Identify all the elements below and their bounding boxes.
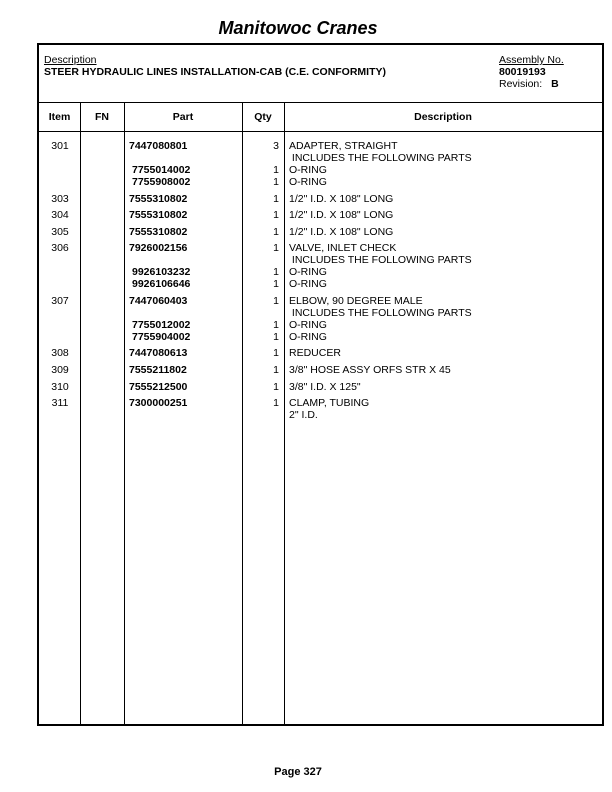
- part-number-cell: 9926106646: [132, 278, 191, 290]
- part-number-cell: 7555211802: [129, 364, 187, 376]
- assembly-number-block: [499, 54, 564, 90]
- item-cell: 311: [51, 397, 69, 409]
- description-cell: 2" I.D.: [289, 409, 318, 421]
- description-cell: CLAMP, TUBING: [289, 397, 370, 409]
- description-cell: O-RING: [289, 319, 327, 331]
- column-header-part: Part: [172, 111, 194, 123]
- description-value: STEER HYDRAULIC LINES INSTALLATION-CAB (C.E. CONFORMITY): [44, 66, 387, 78]
- description-cell: VALVE, INLET CHECK: [289, 242, 397, 254]
- column-header-qty: Qty: [254, 111, 272, 123]
- part-number-cell: 7447080801: [129, 140, 188, 152]
- description-label: Description: [44, 54, 97, 66]
- column-divider-part: [242, 102, 243, 724]
- item-cell: 301: [51, 140, 69, 152]
- qty-cell: 1: [273, 176, 279, 188]
- description-cell: ADAPTER, STRAIGHT: [289, 140, 398, 152]
- part-number-cell: 7555310802: [129, 193, 188, 205]
- description-cell: 3/8" I.D. X 125": [289, 381, 361, 393]
- item-cell: 304: [51, 209, 69, 221]
- column-divider-fn: [124, 102, 125, 724]
- item-cell: 307: [51, 295, 69, 307]
- item-cell: 309: [51, 364, 69, 376]
- qty-cell: 1: [273, 193, 279, 205]
- description-cell: O-RING: [289, 176, 327, 188]
- part-number-cell: 7926002156: [129, 242, 188, 254]
- qty-cell: 1: [273, 209, 279, 221]
- qty-cell: 1: [273, 319, 279, 331]
- qty-cell: 1: [273, 331, 279, 343]
- qty-cell: 1: [273, 381, 279, 393]
- part-number-cell: 7755014002: [132, 164, 191, 176]
- revision-label: Revision:: [499, 78, 543, 90]
- revision-value: B: [551, 78, 559, 90]
- page-number: Page 327: [274, 766, 322, 778]
- column-header-fn: FN: [95, 111, 109, 123]
- part-number-cell: 7555310802: [129, 226, 188, 238]
- part-number-cell: 9926103232: [132, 266, 191, 278]
- column-header-item: Item: [48, 111, 71, 123]
- description-cell: INCLUDES THE FOLLOWING PARTS: [289, 152, 472, 164]
- qty-cell: 1: [273, 347, 279, 359]
- item-cell: 303: [51, 193, 69, 205]
- part-number-cell: 7447080613: [129, 347, 188, 359]
- qty-cell: 1: [273, 226, 279, 238]
- part-number-cell: 7755908002: [132, 176, 191, 188]
- item-cell: 310: [51, 381, 69, 393]
- parts-list-frame: [37, 43, 604, 726]
- description-cell: INCLUDES THE FOLLOWING PARTS: [289, 254, 472, 266]
- description-cell: O-RING: [289, 164, 327, 176]
- part-number-cell: 7555310802: [129, 209, 188, 221]
- description-cell: 1/2" I.D. X 108" LONG: [289, 226, 394, 238]
- qty-cell: 1: [273, 364, 279, 376]
- description-cell: 1/2" I.D. X 108" LONG: [289, 193, 394, 205]
- description-cell: 1/2" I.D. X 108" LONG: [289, 209, 394, 221]
- description-cell: O-RING: [289, 278, 327, 290]
- description-cell: REDUCER: [289, 347, 341, 359]
- part-number-cell: 7755012002: [132, 319, 191, 331]
- assembly-value: 80019193: [499, 66, 546, 78]
- description-cell: ELBOW, 90 DEGREE MALE: [289, 295, 423, 307]
- item-cell: 305: [51, 226, 69, 238]
- column-divider-qty: [284, 102, 285, 724]
- qty-cell: 1: [273, 242, 279, 254]
- part-number-cell: 7555212500: [129, 381, 188, 393]
- description-cell: 3/8" HOSE ASSY ORFS STR X 45: [289, 364, 451, 376]
- qty-cell: 1: [273, 295, 279, 307]
- item-cell: 306: [51, 242, 69, 254]
- qty-cell: 1: [273, 278, 279, 290]
- part-number-cell: 7447060403: [129, 295, 188, 307]
- qty-cell: 3: [273, 140, 279, 152]
- qty-cell: 1: [273, 397, 279, 409]
- qty-cell: 1: [273, 266, 279, 278]
- column-header-description: Description: [414, 111, 472, 123]
- assembly-description-block: [44, 54, 386, 78]
- assembly-label: Assembly No.: [499, 54, 564, 66]
- page-title: Manitowoc Cranes: [218, 18, 378, 38]
- description-cell: INCLUDES THE FOLLOWING PARTS: [289, 307, 472, 319]
- revision-line: [499, 78, 564, 90]
- part-number-cell: 7755904002: [132, 331, 191, 343]
- description-cell: O-RING: [289, 331, 327, 343]
- item-cell: 308: [51, 347, 69, 359]
- part-number-cell: 7300000251: [129, 397, 188, 409]
- qty-cell: 1: [273, 164, 279, 176]
- description-cell: O-RING: [289, 266, 327, 278]
